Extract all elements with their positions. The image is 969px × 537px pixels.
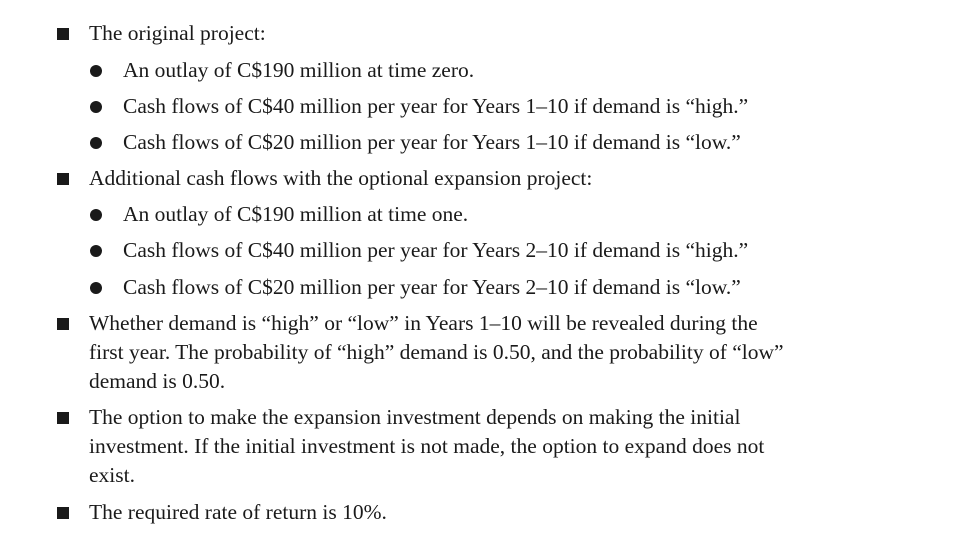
paragraph-line: Whether demand is “high” or “low” in Years 1–10 will be revealed during the bbox=[89, 311, 758, 335]
sub-bullet-text: Cash flows of C$20 million per year for Years 2–10 if demand is “low.” bbox=[123, 275, 741, 299]
round-bullet-icon bbox=[90, 101, 102, 113]
bullet-text-additional-cash-flows: Additional cash flows with the optional expansion project: bbox=[89, 166, 593, 190]
round-bullet-icon bbox=[90, 209, 102, 221]
bullet-text-expansion-option bbox=[89, 403, 764, 490]
round-bullet-icon bbox=[90, 245, 102, 257]
paragraph-line: exist. bbox=[89, 463, 135, 487]
square-bullet-icon bbox=[57, 507, 69, 519]
round-bullet-icon bbox=[90, 65, 102, 77]
square-bullet-icon bbox=[57, 173, 69, 185]
sub-bullet-text: An outlay of C$190 million at time one. bbox=[123, 202, 469, 226]
sub-bullet-text: Cash flows of C$40 million per year for Years 1–10 if demand is “high.” bbox=[123, 94, 749, 118]
paragraph-line: investment. If the initial investment is not made, the option to expand does not bbox=[89, 434, 765, 458]
square-bullet-icon bbox=[57, 412, 69, 424]
sub-bullet-text: Cash flows of C$40 million per year for Years 2–10 if demand is “high.” bbox=[123, 238, 749, 262]
bullet-text-required-return: The required rate of return is 10%. bbox=[89, 500, 387, 524]
sub-bullet-text: An outlay of C$190 million at time zero. bbox=[123, 58, 475, 82]
square-bullet-icon bbox=[57, 28, 69, 40]
sub-bullet-text: Cash flows of C$20 million per year for Years 1–10 if demand is “low.” bbox=[123, 130, 741, 154]
paragraph-line: demand is 0.50. bbox=[89, 369, 226, 393]
paragraph-line: The option to make the expansion investment depends on making the initial bbox=[89, 405, 741, 429]
round-bullet-icon bbox=[90, 282, 102, 294]
round-bullet-icon bbox=[90, 137, 102, 149]
square-bullet-icon bbox=[57, 318, 69, 330]
bullet-text-demand-reveal bbox=[89, 309, 784, 396]
bullet-text-original-project: The original project: bbox=[89, 21, 266, 45]
paragraph-line: first year. The probability of “high” demand is 0.50, and the probability of “low” bbox=[89, 340, 784, 364]
